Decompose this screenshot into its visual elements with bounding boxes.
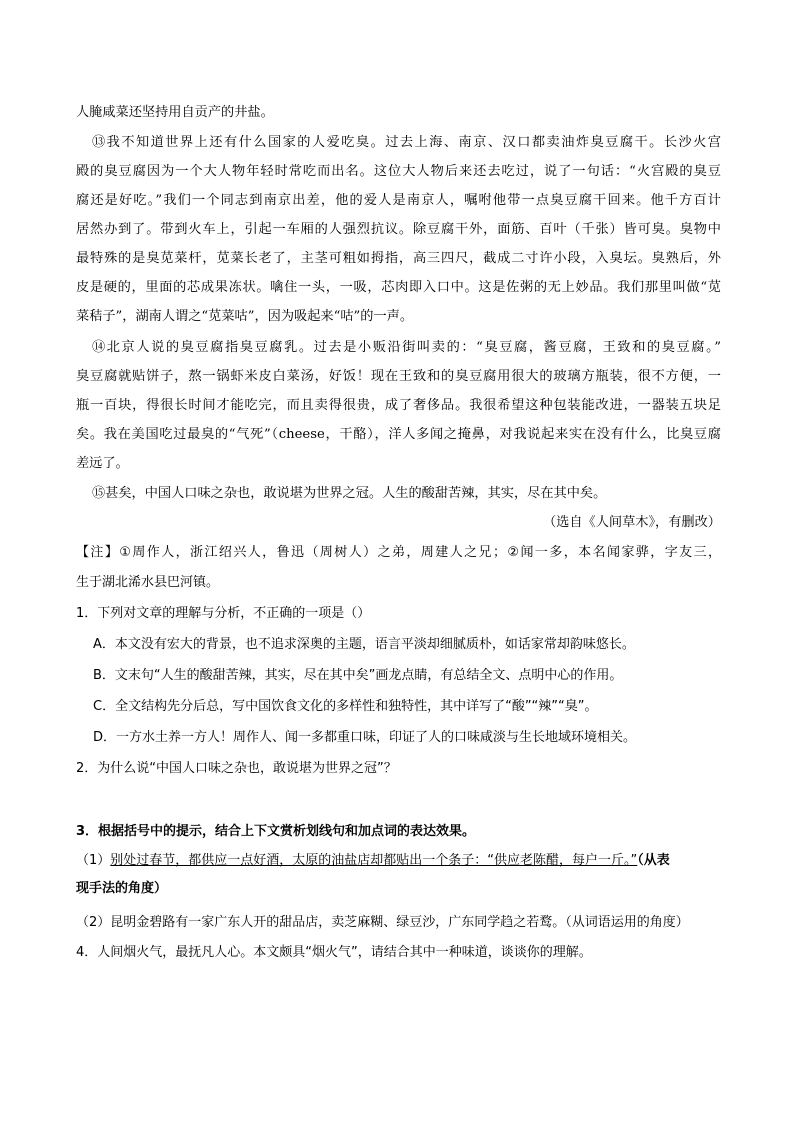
passage-line: 最特殊的是臭苋菜杆，苋菜长老了，主茎可粗如拇指，高三四尺，截成二寸许小段，入臭坛。臭熟后，外: [76, 251, 721, 266]
question-2: 2．为什么说“中国人口味之杂也，敢说堪为世界之冠”？: [76, 761, 397, 776]
question-3-part-2: （2）昆明金碧路有一家广东人开的甜品店，卖芝麻糊、绿豆沙，广东同学趋之若鹜。（从词语运用的角度）: [76, 915, 689, 930]
passage-line: 臭豆腐就贴饼子，熬一锅虾米皮白菜汤，好饭！现在王致和的臭豆腐用很大的玻璃方瓶装，很不方便，一: [76, 369, 721, 384]
annotation-note: 【注】①周作人，浙江绍兴人，鲁迅（周树人）之弟，周建人之兄；②闻一多，本名闻家骅，字友三，: [76, 545, 721, 560]
question-3: 3．根据括号中的提示，结合上下文赏析划线句和加点词的表达效果。: [76, 824, 476, 839]
option-b: B．文末句“人生的酸甜苦辣，其实，尽在其中矣”画龙点睛，有总结全文、点明中心的作用。: [93, 668, 623, 683]
option-c: C．全文结构先分后总，写中国饮食文化的多样性和独特性，其中详写了“酸”“辣”“臭”。: [93, 699, 598, 714]
passage-line: 差远了。: [76, 456, 129, 471]
passage-line: 皮是硬的，里面的芯成果冻状。噙住一头，一吸，芯肉即入口中。这是佐粥的无上妙品。我们那里叫做“苋: [76, 280, 721, 295]
annotation-note: 生于湖北浠水县巴河镇。: [76, 575, 220, 590]
question-4: 4．人间烟火气，最抚凡人心。本文颇具“烟火气”，请结合其中一种味道，谈谈你的理解。: [76, 945, 592, 960]
hint: （从表: [637, 853, 670, 868]
underlined-sentence: 别处过春节，都供应一点好酒，太原的油盐店却都贴出一个条子：“供应老陈醋，每户一斤。”: [110, 853, 638, 868]
question-3-part-1: [76, 852, 721, 870]
source-citation: （选自《人间草木》，有删改）: [542, 515, 721, 530]
option-a: A．本文没有宏大的背景，也不追求深奥的主题，语言平淡却细腻质朴，如话家常却韵味悠长。: [93, 637, 635, 652]
passage-line: 菜秸子”，湖南人谓之“苋菜咕”，因为吸起来“咕”的一声。: [76, 309, 414, 324]
option-d: D．一方水土养一方人！周作人、闻一多都重口味，印证了人的口味咸淡与生长地域环境相关。: [93, 730, 637, 745]
passage-line: 矣。我在美国吃过最臭的“气死”（cheese，干酪），洋人多闻之掩鼻，对我说起来实在没有什么，比臭豆腐: [76, 427, 721, 442]
question-1: 1．下列对文章的理解与分析，不正确的一项是（）: [76, 606, 371, 621]
passage-line: 殿的臭豆腐因为一个大人物年轻时常吃而出名。这位大人物后来还去吃过，说了一句话：“火宫殿的臭豆: [76, 164, 721, 179]
passage-line: 腐还是好吃。”我们一个同志到南京出差，他的爱人是南京人，嘱咐他带一点臭豆腐干回来。他千方百计: [76, 193, 721, 208]
passage-line: 居然办到了。带到火车上，引起一车厢的人强烈抗议。除豆腐干外，面筋、百叶（千张）皆可臭。臭物中: [76, 222, 721, 237]
part-number: （1）: [76, 853, 111, 868]
hint-continued: 现手法的角度）: [76, 881, 168, 896]
paragraph-14: ⑭北京人说的臭豆腐指臭豆腐乳。过去是小贩沿街叫卖的：“臭豆腐，酱豆腐，王致和的臭豆腐。”: [92, 340, 721, 355]
paragraph-13: ⑬我不知道世界上还有什么国家的人爱吃臭。过去上海、南京、汉口都卖油炸臭豆腐干。长沙火宫: [92, 135, 721, 150]
passage-line: 人腌咸菜还坚持用自贡产的井盐。: [76, 105, 274, 120]
passage-line: 瓶一百块，得很长时间才能吃完，而且卖得很贵，成了奢侈品。我很希望这种包装能改进，一器装五块足: [76, 398, 721, 413]
paragraph-15: ⑮甚矣，中国人口味之杂也，敢说堪为世界之冠。人生的酸甜苦辣，其实，尽在其中矣。: [92, 486, 607, 501]
